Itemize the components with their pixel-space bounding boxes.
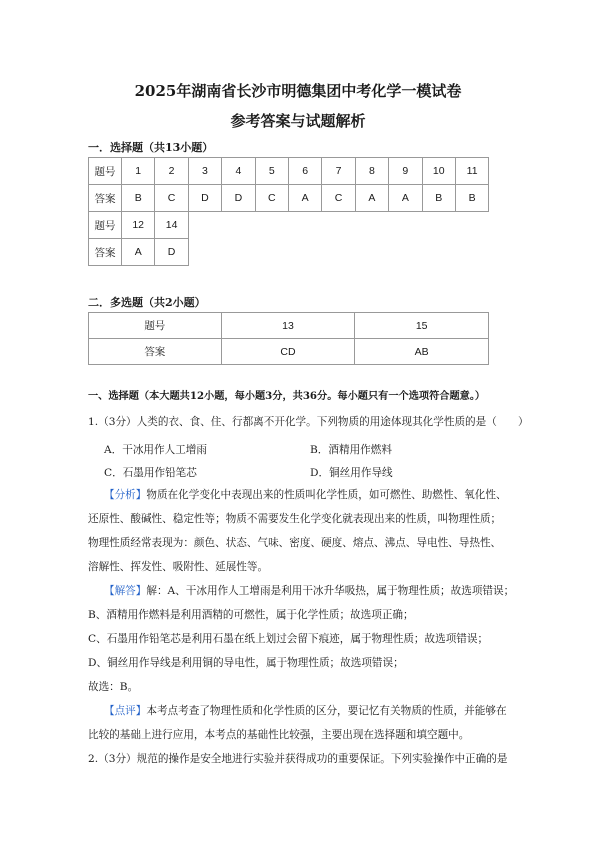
table-cell: 答案 xyxy=(89,239,122,266)
choice-section-heading: 一、选择题（本大题共12小题，每小题3分，共36分。每小题只有一个选项符合题意。） xyxy=(88,390,486,402)
table-cell: A xyxy=(288,185,321,212)
table-cell: 10 xyxy=(422,158,455,185)
page-subtitle: 参考答案与试题解析 xyxy=(230,112,366,130)
table-row xyxy=(89,158,489,185)
table-cell: 答案 xyxy=(89,339,222,365)
table-row xyxy=(89,212,489,239)
table-row xyxy=(89,239,489,266)
analysis-line-2: 还原性、酸碱性、稳定性等；物质不需要发生化学变化就表现出来的性质，叫物理性质； xyxy=(88,513,502,525)
table-cell: A xyxy=(122,239,155,266)
table-cell: D xyxy=(188,185,221,212)
table-cell: 6 xyxy=(288,158,321,185)
table-cell: 4 xyxy=(222,158,255,185)
table-cell: 8 xyxy=(355,158,388,185)
analysis-line-4: 溶解性、挥发性、吸附性、延展性等。 xyxy=(88,561,269,573)
comment-line-1 xyxy=(104,706,524,717)
answer-tag: 【解答】 xyxy=(104,585,147,597)
table-row xyxy=(89,339,489,365)
table-cell: 11 xyxy=(455,158,488,185)
table-row xyxy=(89,313,489,339)
analysis-text: 物质在化学变化中表现出来的性质叫化学性质，如可燃性、助燃性、氧化性、 xyxy=(146,489,507,501)
table-cell: 3 xyxy=(188,158,221,185)
comment-tag: 【点评】 xyxy=(104,705,147,717)
table-cell: 15 xyxy=(355,313,489,339)
analysis-tag: 【分析】 xyxy=(104,489,147,501)
table-cell: 题号 xyxy=(89,212,122,239)
answer-text: 解：A、干冰用作人工增雨是利用干冰升华吸热，属于物理性质；故选项错误； xyxy=(146,585,515,597)
table-cell: 2 xyxy=(155,158,188,185)
answer-line-2: B、酒精用作燃料是利用酒精的可燃性，属于化学性质；故选项正确； xyxy=(88,609,414,621)
page-title: 2025年湖南省长沙市明德集团中考化学一模试卷 xyxy=(134,82,462,100)
q1-option-c: C．石墨用作铅笔芯 xyxy=(104,467,197,479)
answer-line-1 xyxy=(104,586,524,597)
table-cell: 题号 xyxy=(89,158,122,185)
table-cell: D xyxy=(222,185,255,212)
table-cell: 1 xyxy=(122,158,155,185)
answer-line-3: C、石墨用作铅笔芯是利用石墨在纸上划过会留下痕迹，属于物理性质；故选项错误； xyxy=(88,633,489,645)
answer-line-4: D、铜丝用作导线是利用铜的导电性，属于物理性质；故选项错误； xyxy=(88,657,404,669)
table-cell: AB xyxy=(355,339,489,365)
table-cell: B xyxy=(455,185,488,212)
table-cell: B xyxy=(122,185,155,212)
table-cell: 题号 xyxy=(89,313,222,339)
table-cell: C xyxy=(322,185,355,212)
table-cell: 12 xyxy=(122,212,155,239)
comment-text: 本考点考查了物理性质和化学性质的区分，要记忆有关物质的性质，并能够在 xyxy=(146,705,507,717)
section2-heading: 二．多选题（共2小题） xyxy=(88,296,206,309)
section1-heading: 一．选择题（共13小题） xyxy=(88,141,214,154)
table-cell: 9 xyxy=(389,158,422,185)
table-cell: B xyxy=(422,185,455,212)
answer-table-2 xyxy=(88,312,489,365)
table-cell: 7 xyxy=(322,158,355,185)
comment-line-2: 比较的基础上进行应用，本考点的基础性比较强，主要出现在选择题和填空题中。 xyxy=(88,729,470,741)
table-cell: 13 xyxy=(221,313,355,339)
table-row xyxy=(89,185,489,212)
table-cell: C xyxy=(155,185,188,212)
table-cell: CD xyxy=(221,339,355,365)
q2-stem: 2.（3分）规范的操作是安全地进行实验并获得成功的重要保证。下列实验操作中正确的是 xyxy=(88,753,508,765)
table-cell: 答案 xyxy=(89,185,122,212)
table-cell: C xyxy=(255,185,288,212)
table-cell: 14 xyxy=(155,212,188,239)
q1-option-d: D．铜丝用作导线 xyxy=(310,467,393,479)
table-cell: D xyxy=(155,239,188,266)
analysis-line-1 xyxy=(104,490,524,501)
table-cell: 5 xyxy=(255,158,288,185)
q1-option-b: B．酒精用作燃料 xyxy=(310,444,392,456)
answer-line-5: 故选：B。 xyxy=(88,681,139,693)
q1-option-a: A．干冰用作人工增雨 xyxy=(104,444,207,456)
table-cell: A xyxy=(389,185,422,212)
table-cell: A xyxy=(355,185,388,212)
q1-stem: 1.（3分）人类的衣、食、住、行都离不开化学。下列物质的用途体现其化学性质的是（ ） xyxy=(88,416,529,428)
analysis-line-3: 物理性质经常表现为：颜色、状态、气味、密度、硬度、熔点、沸点、导电性、导热性、 xyxy=(88,537,502,549)
answer-table-1 xyxy=(88,157,489,266)
